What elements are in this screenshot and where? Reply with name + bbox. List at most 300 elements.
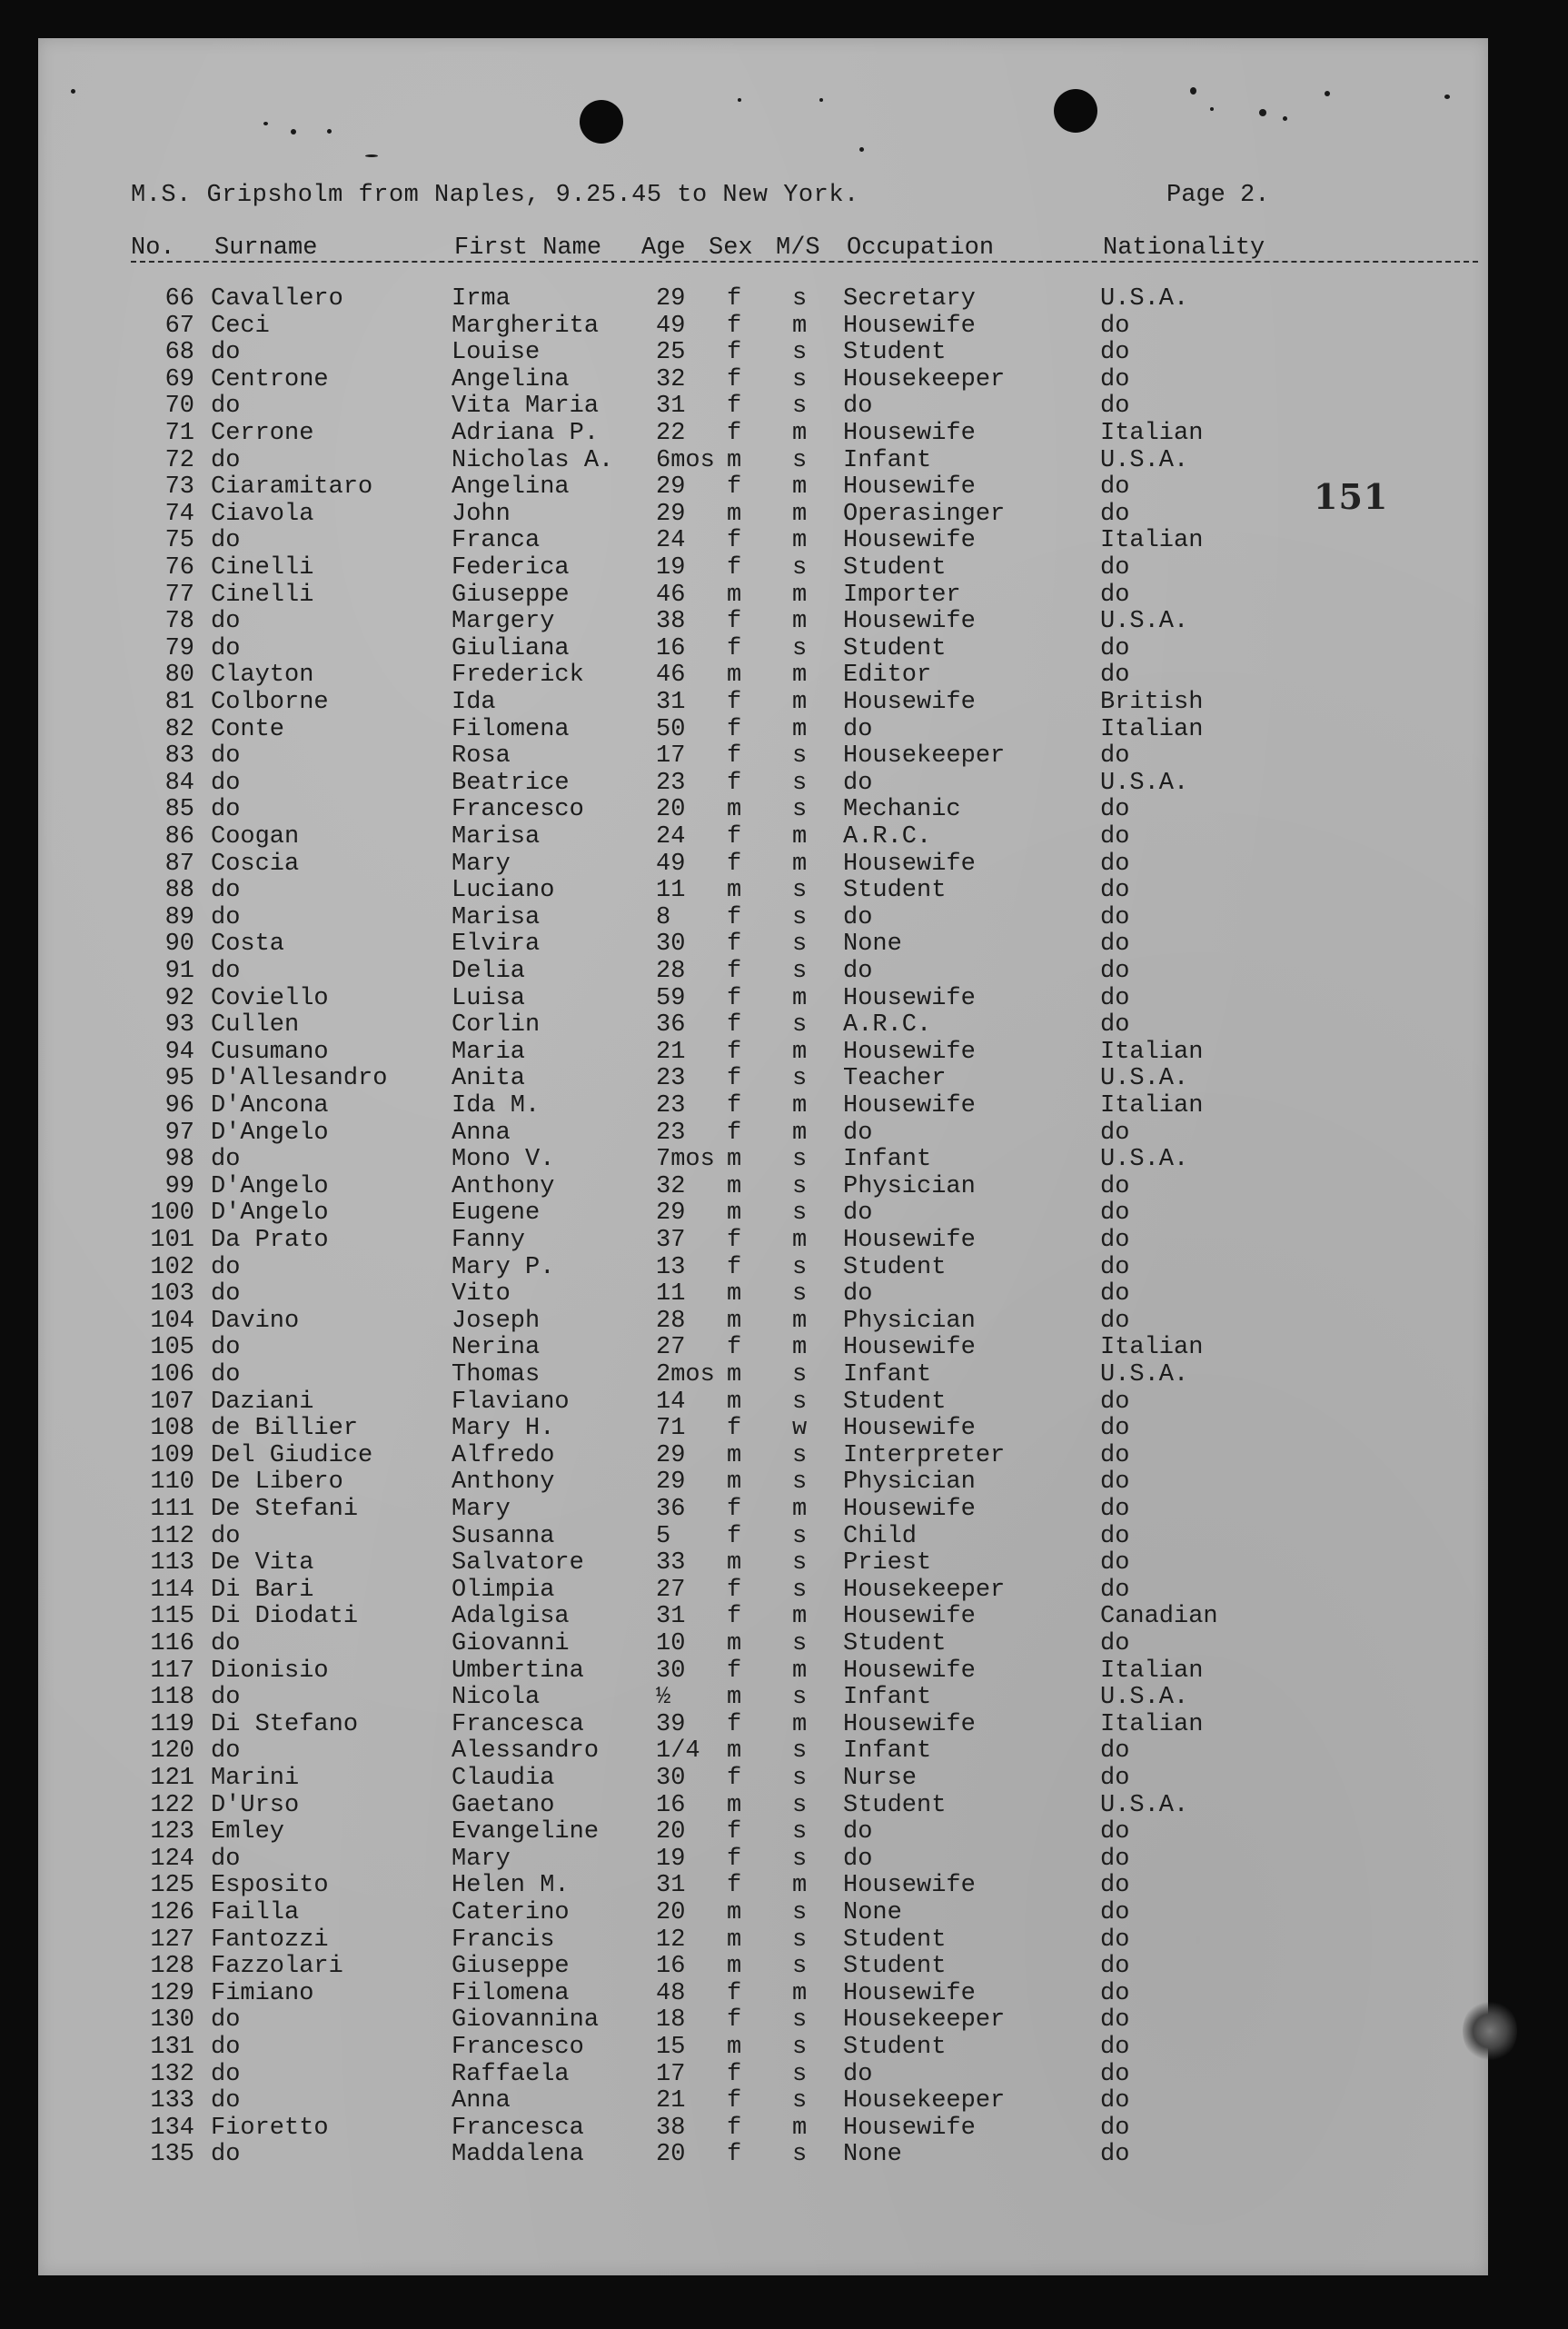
- passenger-occupation: Housewife: [843, 1710, 976, 1738]
- passenger-nationality: do: [1100, 339, 1130, 367]
- passenger-sex: m: [727, 1549, 742, 1578]
- passenger-nationality: Italian: [1100, 1038, 1204, 1066]
- passenger-occupation: Infant: [843, 1361, 932, 1388]
- passenger-marital-status: s: [792, 285, 808, 313]
- passenger-surname: Cinelli: [211, 554, 314, 582]
- passenger-first-name: Irma: [452, 285, 511, 313]
- passenger-surname: Cusumano: [211, 1038, 329, 1066]
- passenger-first-name: Nicola: [452, 1684, 541, 1712]
- passenger-occupation: Physician: [843, 1468, 976, 1497]
- passenger-age: 19: [656, 554, 686, 582]
- passenger-occupation: Housewife: [843, 850, 976, 878]
- passenger-surname: De Libero: [211, 1468, 343, 1497]
- passenger-first-name: Beatrice: [452, 769, 570, 797]
- passenger-marital-status: s: [792, 2034, 808, 2061]
- speck: [1444, 95, 1450, 99]
- passenger-age: 49: [656, 312, 686, 340]
- table-row: [38, 447, 1488, 474]
- passenger-age: 24: [656, 823, 686, 851]
- table-row: [38, 1199, 1488, 1227]
- passenger-marital-status: m: [792, 689, 808, 716]
- table-row: [38, 554, 1488, 582]
- passenger-no: 85: [164, 796, 194, 824]
- passenger-marital-status: m: [792, 1603, 808, 1631]
- passenger-surname: do: [211, 796, 241, 824]
- passenger-age: 29: [656, 1199, 686, 1228]
- passenger-sex: f: [727, 527, 742, 555]
- passenger-age: 37: [656, 1227, 686, 1254]
- passenger-no: 99: [164, 1172, 194, 1200]
- passenger-nationality: do: [1100, 1441, 1130, 1469]
- column-header-sex: Sex: [709, 234, 753, 262]
- passenger-occupation: None: [843, 2141, 902, 2169]
- passenger-surname: Ceci: [211, 312, 270, 340]
- table-row: [38, 1603, 1488, 1630]
- passenger-marital-status: m: [792, 1496, 808, 1523]
- passenger-age: 71: [656, 1415, 686, 1443]
- passenger-age: 13: [656, 1253, 686, 1281]
- passenger-nationality: Italian: [1100, 1334, 1204, 1362]
- passenger-sex: f: [727, 1872, 742, 1900]
- passenger-occupation: Operasinger: [843, 500, 1006, 528]
- passenger-first-name: Francesco: [452, 796, 584, 824]
- passenger-age: 46: [656, 581, 686, 609]
- column-header-occupation: Occupation: [847, 234, 995, 262]
- table-row: [38, 1765, 1488, 1792]
- passenger-first-name: Anita: [452, 1065, 526, 1093]
- passenger-age: 21: [656, 2087, 686, 2115]
- passenger-marital-status: m: [792, 1307, 808, 1335]
- passenger-sex: f: [727, 1496, 742, 1523]
- passenger-sex: f: [727, 339, 742, 367]
- passenger-occupation: Student: [843, 1953, 947, 1981]
- punch-hole-right: [1054, 89, 1097, 133]
- speck: [738, 98, 741, 102]
- passenger-nationality: do: [1100, 1199, 1130, 1228]
- passenger-marital-status: s: [792, 365, 808, 393]
- passenger-surname: de Billier: [211, 1415, 359, 1443]
- passenger-surname: Dionisio: [211, 1657, 329, 1685]
- passenger-no: 113: [150, 1549, 194, 1578]
- passenger-sex: m: [727, 1953, 742, 1981]
- passenger-no: 91: [164, 958, 194, 985]
- passenger-age: 11: [656, 1280, 686, 1309]
- passenger-first-name: Alfredo: [452, 1441, 555, 1469]
- passenger-no: 72: [164, 446, 194, 474]
- passenger-age: 7mos: [656, 1146, 715, 1174]
- passenger-age: 46: [656, 662, 686, 690]
- passenger-sex: m: [727, 581, 742, 609]
- passenger-first-name: Filomena: [452, 715, 570, 743]
- passenger-nationality: do: [1100, 1496, 1130, 1523]
- passenger-occupation: Student: [843, 2034, 947, 2061]
- passenger-occupation: Nurse: [843, 1765, 918, 1792]
- passenger-sex: f: [727, 931, 742, 959]
- passenger-first-name: Eugene: [452, 1199, 541, 1228]
- passenger-surname: Fioretto: [211, 2114, 329, 2142]
- passenger-surname: do: [211, 2060, 241, 2088]
- passenger-marital-status: s: [792, 742, 808, 771]
- column-header-nationality: Nationality: [1103, 234, 1265, 262]
- passenger-surname: do: [211, 1522, 241, 1550]
- table-row: [38, 1361, 1488, 1388]
- passenger-no: 92: [164, 984, 194, 1012]
- passenger-surname: do: [211, 527, 241, 555]
- passenger-occupation: do: [843, 958, 873, 985]
- passenger-first-name: Marisa: [452, 823, 541, 851]
- passenger-marital-status: w: [792, 1415, 808, 1443]
- passenger-nationality: do: [1100, 1765, 1130, 1792]
- passenger-sex: f: [727, 2060, 742, 2088]
- passenger-nationality: do: [1100, 877, 1130, 905]
- passenger-sex: f: [727, 2141, 742, 2169]
- passenger-occupation: Child: [843, 1522, 918, 1550]
- passenger-marital-status: s: [792, 1172, 808, 1200]
- passenger-occupation: Housewife: [843, 1227, 976, 1254]
- passenger-sex: m: [727, 796, 742, 824]
- passenger-no: 124: [150, 1845, 194, 1873]
- passenger-first-name: Thomas: [452, 1361, 541, 1388]
- passenger-surname: D'Angelo: [211, 1172, 329, 1200]
- passenger-no: 128: [150, 1953, 194, 1981]
- passenger-nationality: do: [1100, 1576, 1130, 1604]
- passenger-marital-status: s: [792, 1926, 808, 1954]
- passenger-surname: do: [211, 2006, 241, 2035]
- passenger-no: 86: [164, 823, 194, 851]
- table-row: [38, 1872, 1488, 1899]
- passenger-surname: Ciavola: [211, 500, 314, 528]
- table-row: [38, 1065, 1488, 1092]
- passenger-nationality: do: [1100, 2087, 1130, 2115]
- speck: [819, 98, 823, 102]
- passenger-first-name: Maria: [452, 1038, 526, 1066]
- passenger-occupation: Housewife: [843, 1415, 976, 1443]
- passenger-occupation: Infant: [843, 446, 932, 474]
- passenger-age: 17: [656, 2060, 686, 2088]
- passenger-age: 29: [656, 1441, 686, 1469]
- passenger-sex: f: [727, 1603, 742, 1631]
- passenger-first-name: Salvatore: [452, 1549, 584, 1578]
- passenger-sex: f: [727, 1011, 742, 1040]
- passenger-first-name: Margherita: [452, 312, 600, 340]
- passenger-nationality: do: [1100, 958, 1130, 985]
- passenger-first-name: Mary H.: [452, 1415, 555, 1443]
- passenger-no: 94: [164, 1038, 194, 1066]
- passenger-occupation: Housewife: [843, 2114, 976, 2142]
- passenger-sex: m: [727, 1791, 742, 1819]
- passenger-age: 21: [656, 1038, 686, 1066]
- passenger-no: 73: [164, 473, 194, 502]
- passenger-sex: m: [727, 1737, 742, 1766]
- passenger-surname: do: [211, 958, 241, 985]
- passenger-no: 134: [150, 2114, 194, 2142]
- passenger-occupation: do: [843, 1845, 873, 1873]
- passenger-age: 48: [656, 1979, 686, 2007]
- passenger-marital-status: m: [792, 1227, 808, 1254]
- table-row: [38, 1737, 1488, 1765]
- passenger-first-name: Margery: [452, 608, 555, 636]
- passenger-nationality: do: [1100, 1522, 1130, 1550]
- passenger-marital-status: m: [792, 850, 808, 878]
- passenger-marital-status: s: [792, 1737, 808, 1766]
- table-row: [38, 1388, 1488, 1416]
- table-row: [38, 1899, 1488, 1926]
- passenger-first-name: Luciano: [452, 877, 555, 905]
- passenger-nationality: do: [1100, 1227, 1130, 1254]
- passenger-first-name: Luisa: [452, 984, 526, 1012]
- passenger-marital-status: s: [792, 1765, 808, 1792]
- speck: [291, 129, 296, 134]
- table-row: [38, 1120, 1488, 1147]
- passenger-occupation: do: [843, 1280, 873, 1309]
- passenger-marital-status: m: [792, 1710, 808, 1738]
- table-row: [38, 582, 1488, 609]
- passenger-sex: f: [727, 420, 742, 447]
- table-row: [38, 2061, 1488, 2088]
- passenger-surname: Cullen: [211, 1011, 300, 1040]
- passenger-surname: Cinelli: [211, 581, 314, 609]
- passenger-sex: f: [727, 285, 742, 313]
- passenger-surname: D'Angelo: [211, 1199, 329, 1228]
- passenger-age: 5: [656, 1522, 671, 1550]
- table-row: [38, 1657, 1488, 1685]
- stamp-number: 151: [1314, 476, 1389, 517]
- passenger-occupation: Teacher: [843, 1065, 947, 1093]
- passenger-marital-status: m: [792, 1979, 808, 2007]
- passenger-first-name: Anna: [452, 2087, 511, 2115]
- passenger-marital-status: s: [792, 796, 808, 824]
- passenger-no: 135: [150, 2141, 194, 2169]
- passenger-no: 66: [164, 285, 194, 313]
- passenger-surname: Cavallero: [211, 285, 343, 313]
- passenger-occupation: Housekeeper: [843, 2087, 1006, 2115]
- passenger-first-name: Nerina: [452, 1334, 541, 1362]
- passenger-surname: Emley: [211, 1818, 285, 1846]
- table-row: [38, 366, 1488, 393]
- table-row: [38, 635, 1488, 662]
- passenger-age: 16: [656, 1791, 686, 1819]
- passenger-age: 29: [656, 473, 686, 502]
- table-row: [38, 339, 1488, 366]
- passenger-age: 12: [656, 1926, 686, 1954]
- passenger-first-name: Vito: [452, 1280, 511, 1309]
- passenger-no: 76: [164, 554, 194, 582]
- passenger-first-name: Delia: [452, 958, 526, 985]
- passenger-surname: do: [211, 1280, 241, 1309]
- passenger-nationality: do: [1100, 1737, 1130, 1766]
- passenger-occupation: Housewife: [843, 473, 976, 502]
- table-row: [38, 285, 1488, 313]
- passenger-marital-status: s: [792, 1522, 808, 1550]
- passenger-marital-status: s: [792, 1630, 808, 1657]
- table-row: [38, 2006, 1488, 2034]
- passenger-marital-status: m: [792, 715, 808, 743]
- passenger-nationality: do: [1100, 1172, 1130, 1200]
- passenger-no: 78: [164, 608, 194, 636]
- passenger-age: 31: [656, 393, 686, 421]
- passenger-no: 81: [164, 689, 194, 716]
- passenger-nationality: British: [1100, 689, 1204, 716]
- passenger-sex: f: [727, 1818, 742, 1846]
- table-row: [38, 1092, 1488, 1120]
- table-row: [38, 662, 1488, 689]
- passenger-no: 89: [164, 903, 194, 931]
- passenger-sex: f: [727, 1227, 742, 1254]
- passenger-nationality: do: [1100, 796, 1130, 824]
- passenger-sex: m: [727, 662, 742, 690]
- table-row: [38, 1980, 1488, 2007]
- speck: [1283, 116, 1287, 121]
- passenger-first-name: Elvira: [452, 931, 541, 959]
- passenger-marital-status: m: [792, 1657, 808, 1685]
- passenger-occupation: Student: [843, 1791, 947, 1819]
- passenger-surname: Marini: [211, 1765, 300, 1792]
- passenger-surname: do: [211, 393, 241, 421]
- passenger-no: 84: [164, 769, 194, 797]
- passenger-occupation: do: [843, 903, 873, 931]
- passenger-age: 39: [656, 1710, 686, 1738]
- table-row: [38, 1549, 1488, 1577]
- passenger-occupation: Importer: [843, 581, 961, 609]
- passenger-first-name: Mary: [452, 1845, 511, 1873]
- table-row: [38, 1577, 1488, 1604]
- passenger-sex: m: [727, 877, 742, 905]
- passenger-marital-status: m: [792, 1119, 808, 1147]
- passenger-sex: f: [727, 1657, 742, 1685]
- passenger-age: 30: [656, 1765, 686, 1792]
- passenger-marital-status: m: [792, 984, 808, 1012]
- passenger-sex: f: [727, 2006, 742, 2035]
- passenger-no: 111: [150, 1496, 194, 1523]
- passenger-marital-status: m: [792, 1872, 808, 1900]
- passenger-first-name: Francis: [452, 1926, 555, 1954]
- passenger-sex: m: [727, 1468, 742, 1497]
- passenger-nationality: Italian: [1100, 715, 1204, 743]
- table-row: [38, 1146, 1488, 1173]
- passenger-no: 125: [150, 1872, 194, 1900]
- passenger-first-name: Mary P.: [452, 1253, 555, 1281]
- table-row: [38, 1926, 1488, 1954]
- passenger-age: 23: [656, 1065, 686, 1093]
- passenger-surname: do: [211, 877, 241, 905]
- passenger-surname: do: [211, 903, 241, 931]
- passenger-first-name: Fanny: [452, 1227, 526, 1254]
- passenger-sex: f: [727, 608, 742, 636]
- passenger-surname: Di Bari: [211, 1576, 314, 1604]
- passenger-sex: f: [727, 1253, 742, 1281]
- table-row: [38, 796, 1488, 823]
- passenger-no: 69: [164, 365, 194, 393]
- passenger-sex: f: [727, 689, 742, 716]
- passenger-marital-status: s: [792, 1441, 808, 1469]
- column-header-ms: M/S: [776, 234, 820, 262]
- passenger-occupation: Student: [843, 1388, 947, 1416]
- passenger-first-name: Giuseppe: [452, 1953, 570, 1981]
- passenger-surname: D'Allesandro: [211, 1065, 388, 1093]
- passenger-age: 27: [656, 1334, 686, 1362]
- passenger-occupation: Student: [843, 339, 947, 367]
- passenger-nationality: do: [1100, 500, 1130, 528]
- passenger-first-name: Susanna: [452, 1522, 555, 1550]
- passenger-age: 30: [656, 1657, 686, 1685]
- table-row: [38, 1523, 1488, 1550]
- passenger-marital-status: s: [792, 958, 808, 985]
- passenger-surname: do: [211, 1684, 241, 1712]
- passenger-sex: f: [727, 1038, 742, 1066]
- passenger-no: 79: [164, 634, 194, 662]
- passenger-marital-status: s: [792, 554, 808, 582]
- passenger-nationality: do: [1100, 1926, 1130, 1954]
- passenger-first-name: Francesca: [452, 2114, 584, 2142]
- passenger-occupation: Housewife: [843, 1657, 976, 1685]
- table-row: [38, 1011, 1488, 1039]
- passenger-age: 18: [656, 2006, 686, 2035]
- passenger-marital-status: s: [792, 1549, 808, 1578]
- passenger-sex: m: [727, 1684, 742, 1712]
- passenger-sex: f: [727, 1765, 742, 1792]
- passenger-surname: do: [211, 608, 241, 636]
- passenger-nationality: do: [1100, 312, 1130, 340]
- table-row: [38, 1308, 1488, 1335]
- speck: [327, 129, 332, 134]
- passenger-first-name: Francesca: [452, 1710, 584, 1738]
- passenger-age: 19: [656, 1845, 686, 1873]
- passenger-occupation: Housekeeper: [843, 365, 1006, 393]
- passenger-surname: Daziani: [211, 1388, 314, 1416]
- passenger-nationality: do: [1100, 554, 1130, 582]
- passenger-first-name: Angelina: [452, 365, 570, 393]
- passenger-occupation: Housewife: [843, 527, 976, 555]
- passenger-surname: Coviello: [211, 984, 329, 1012]
- passenger-first-name: Maddalena: [452, 2141, 584, 2169]
- table-row: [38, 608, 1488, 635]
- passenger-nationality: U.S.A.: [1100, 1684, 1189, 1712]
- passenger-no: 108: [150, 1415, 194, 1443]
- passenger-age: 20: [656, 796, 686, 824]
- passenger-first-name: Umbertina: [452, 1657, 584, 1685]
- passenger-age: 25: [656, 339, 686, 367]
- passenger-marital-status: m: [792, 1334, 808, 1362]
- table-row: [38, 958, 1488, 985]
- table-row: [38, 1173, 1488, 1200]
- passenger-nationality: do: [1100, 1630, 1130, 1657]
- passenger-marital-status: s: [792, 1280, 808, 1309]
- passenger-first-name: Francesco: [452, 2034, 584, 2061]
- passenger-no: 119: [150, 1710, 194, 1738]
- passenger-first-name: Mary: [452, 1496, 511, 1523]
- passenger-occupation: Housewife: [843, 1979, 976, 2007]
- passenger-marital-status: s: [792, 1146, 808, 1174]
- passenger-sex: f: [727, 958, 742, 985]
- passenger-sex: m: [727, 1307, 742, 1335]
- passenger-marital-status: s: [792, 2141, 808, 2169]
- passenger-sex: f: [727, 984, 742, 1012]
- passenger-sex: m: [727, 1199, 742, 1228]
- passenger-nationality: do: [1100, 2034, 1130, 2061]
- passenger-no: 114: [150, 1576, 194, 1604]
- passenger-surname: Esposito: [211, 1872, 329, 1900]
- passenger-sex: f: [727, 634, 742, 662]
- passenger-no: 70: [164, 393, 194, 421]
- passenger-age: 22: [656, 420, 686, 447]
- passenger-occupation: do: [843, 769, 873, 797]
- passenger-no: 71: [164, 420, 194, 447]
- passenger-sex: m: [727, 1361, 742, 1388]
- passenger-marital-status: s: [792, 2060, 808, 2088]
- passenger-age: 2mos: [656, 1361, 715, 1388]
- passenger-first-name: Mono V.: [452, 1146, 555, 1174]
- passenger-no: 107: [150, 1388, 194, 1416]
